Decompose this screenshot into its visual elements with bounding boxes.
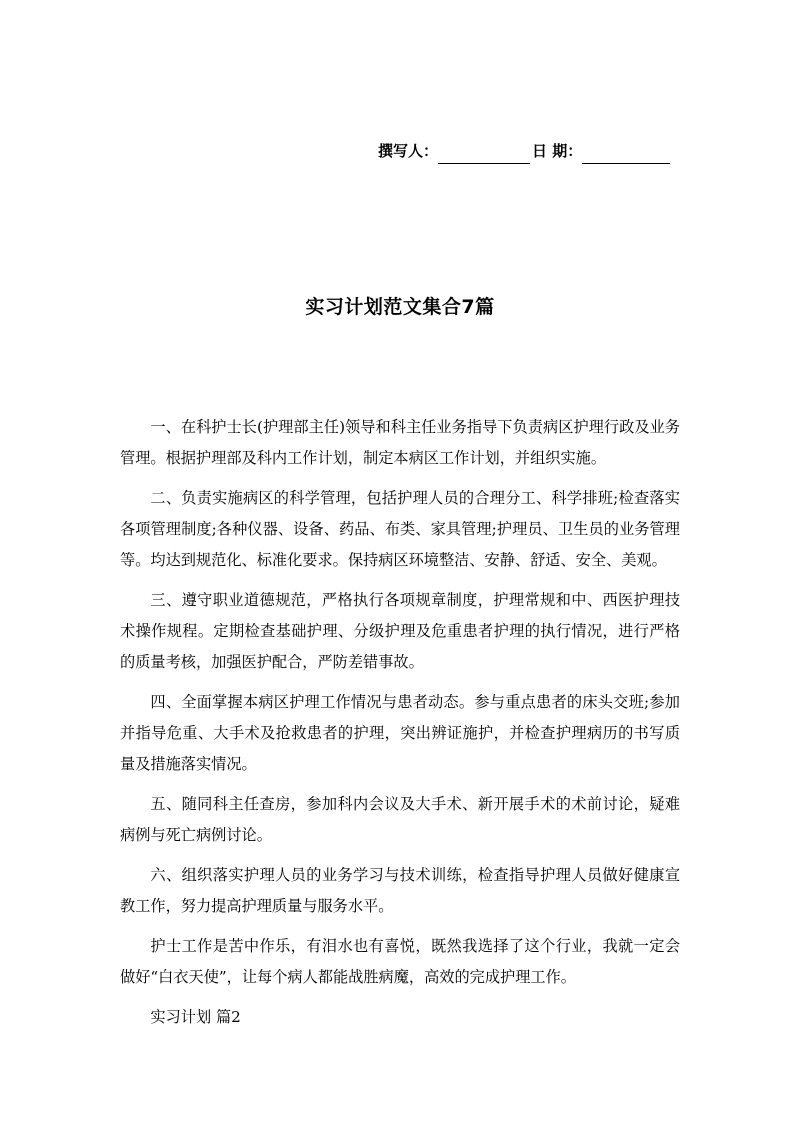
author-blank: [438, 145, 530, 164]
paragraph-2: 二、负责实施病区的科学管理，包括护理人员的合理分工、科学排班;检查落实各项管理制度;各种仪器、设备、药品、布类、家具管理;护理员、卫生员的业务管理等。均达到规范化、标准化要求。保持病区环境整洁、安静、舒适、安全、美观。: [120, 489, 680, 569]
paragraph-5: 五、随同科主任查房，参加科内会议及大手术、新开展手术的术前讨论，疑难病例与死亡病例讨论。: [120, 795, 680, 844]
paragraph-4: 四、全面掌握本病区护理工作情况与患者动态。参与重点患者的床头交班;参加并指导危重、大手术及抢救患者的护理，突出辨证施护，并检查护理病历的书写质量及措施落实情况。: [120, 693, 680, 773]
section-heading-2: 实习计划 篇2: [150, 1008, 241, 1026]
document-body: [120, 412, 680, 1033]
paragraph-3: 三、遵守职业道德规范，严格执行各项规章制度，护理常规和中、西医护理技术操作规程。定期检查基础护理、分级护理及危重患者护理的执行情况，进行严格的质量考核，加强医护配合，严防差错事故。: [120, 591, 680, 671]
author-label: 撰写人：: [378, 142, 439, 160]
date-blank: [582, 145, 670, 164]
date-label: 日 期：: [532, 142, 583, 160]
paragraph-7: 护士工作是苦中作乐，有泪水也有喜悦，既然我选择了这个行业，我就一定会做好“白衣天使”，让每个病人都能战胜病魔，高效的完成护理工作。: [120, 937, 680, 986]
document-title: 实习计划范文集合7篇: [305, 296, 495, 318]
author-date-line: [378, 138, 688, 164]
paragraph-1: 一、在科护士长(护理部主任)领导和科主任业务指导下负责病区护理行政及业务管理。根据护理部及科内工作计划，制定本病区工作计划，并组织实施。: [120, 418, 680, 467]
paragraph-6: 六、组织落实护理人员的业务学习与技术训练，检查指导护理人员做好健康宣教工作，努力提高护理质量与服务水平。: [120, 866, 680, 915]
